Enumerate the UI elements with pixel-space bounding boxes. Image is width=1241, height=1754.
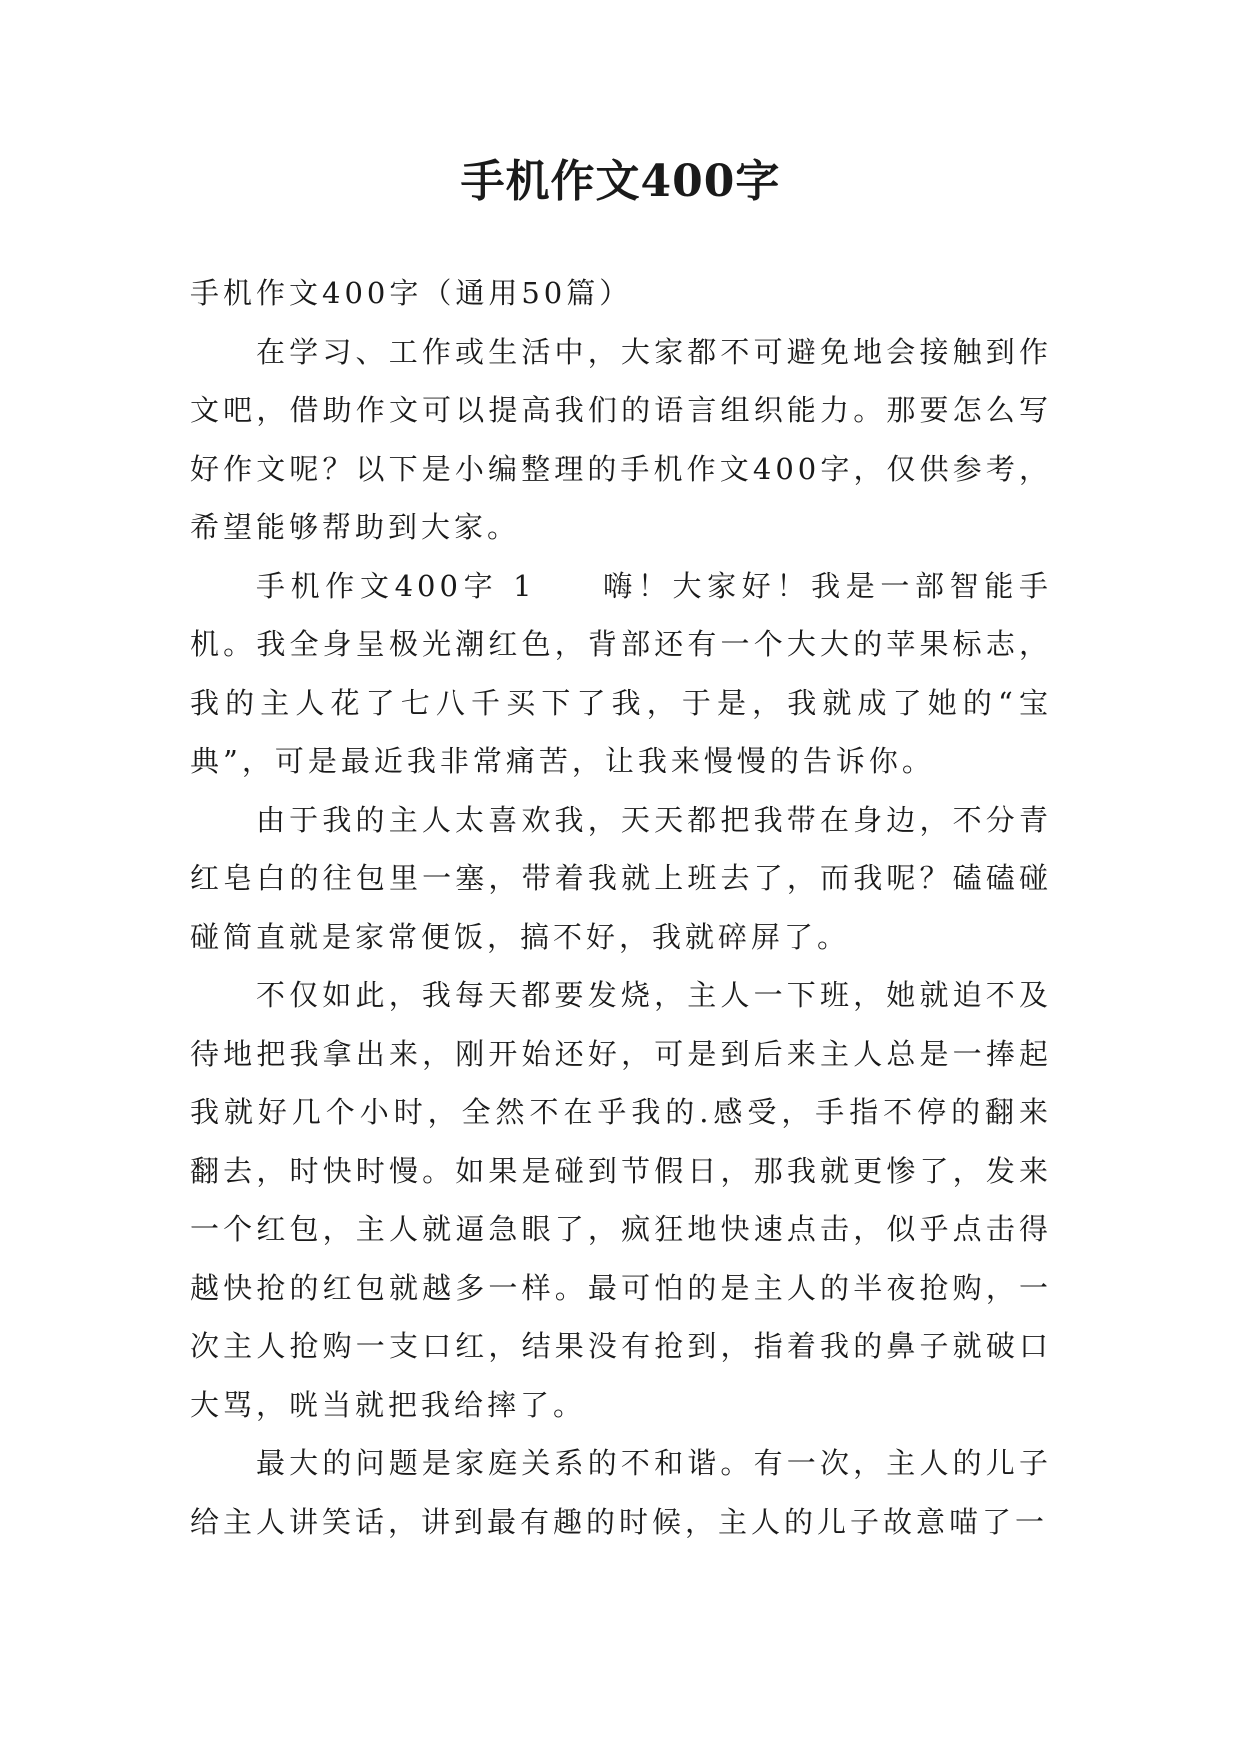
essay1-first-paragraph bbox=[190, 557, 1052, 791]
document-body bbox=[190, 264, 1052, 1551]
intro-paragraph: 在学习、工作或生活中，大家都不可避免地会接触到作文吧，借助作文可以提高我们的语言组织能力。那要怎么写好作文呢？以下是小编整理的手机作文400字，仅供参考，希望能够帮助到大家。 bbox=[190, 334, 1052, 544]
essay1-paragraph-2: 由于我的主人太喜欢我，天天都把我带在身边，不分青红皂白的往包里一塞，带着我就上班去了，而我呢？磕磕碰碰简直就是家常便饭，搞不好，我就碎屏了。 bbox=[190, 802, 1052, 954]
essay1-paragraph-3: 不仅如此，我每天都要发烧，主人一下班，她就迫不及待地把我拿出来，刚开始还好，可是到后来主人总是一捧起我就好几个小时，全然不在乎我的.感受，手指不停的翻来翻去，时快时慢。如果是碰到节假日，那我就更惨了，发来一个红包，主人就逼急眼了，疯狂地快速点击，似乎点击得越快抢的红包就越多一样。最可怕的是主人的半夜抢购，一次主人抢购一支口红，结果没有抢到，指着我的鼻子就破口大骂，咣当就把我给摔了。 bbox=[190, 978, 1052, 1422]
document-title: 手机作文400字 bbox=[460, 156, 781, 207]
essay1-paragraph-4: 最大的问题是家庭关系的不和谐。有一次，主人的儿子给主人讲笑话，讲到最有趣的时候，主人的儿子故意喵了一 bbox=[190, 1446, 1052, 1539]
document-subtitle: 手机作文400字（通用50篇） bbox=[190, 276, 633, 310]
essay1-paragraph-1: 嗨！大家好！我是一部智能手机。我全身呈极光潮红色，背部还有一个大大的苹果标志，我的主人花了七八千买下了我，于是，我就成了她的“宝典”，可是最近我非常痛苦，让我来慢慢的告诉你。 bbox=[190, 568, 1052, 778]
essay1-heading: 手机作文400字 1 bbox=[256, 568, 536, 603]
